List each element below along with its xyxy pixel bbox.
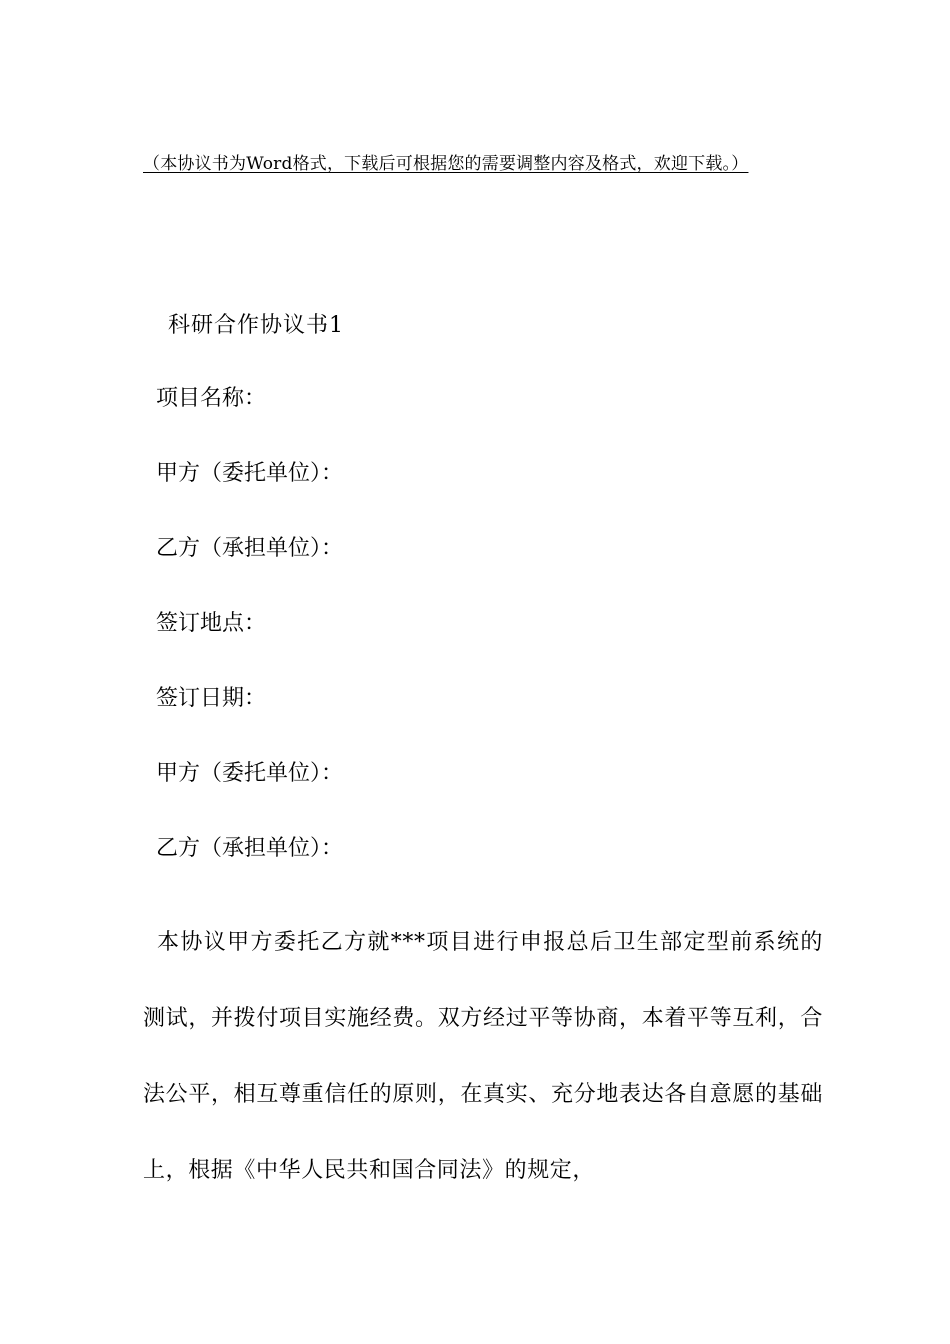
body-paragraph: 本协议甲方委托乙方就***项目进行申报总后卫生部定型前系统的测试，并拨付项目实施经费。双方经过平等协商，本着平等互利，合法公平，相互尊重信任的原则，在真实、充分地表达各自意愿的基础上，根据《中华人民共和国合同法》的规定， [143,930,823,1183]
download-note [143,152,811,176]
document-title: 科研合作协议书1 [168,313,344,338]
field-party-b-repeat: 乙方（承担单位）： [156,836,344,861]
field-party-a: 甲方（委托单位）： [156,461,344,486]
field-signing-date: 签订日期： [156,686,267,711]
field-project-name: 项目名称： [156,386,267,411]
field-party-a-repeat: 甲方（委托单位）： [156,761,344,786]
download-note-text: （本协议书为Word格式，下载后可根据您的需要调整内容及格式，欢迎下载。） [143,154,749,174]
field-signing-place: 签订地点： [156,611,267,636]
field-party-b: 乙方（承担单位）： [156,536,344,561]
